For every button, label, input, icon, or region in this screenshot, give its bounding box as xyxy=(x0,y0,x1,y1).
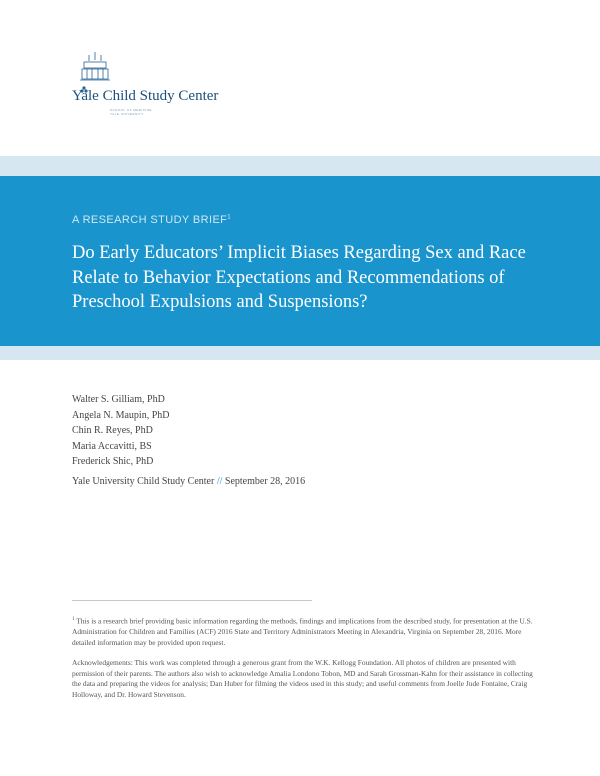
footnote-mark: 1 xyxy=(72,617,75,622)
author-item: Angela N. Maupin, PhD xyxy=(72,409,170,421)
author-list xyxy=(72,392,170,470)
author-item: Chin R. Reyes, PhD xyxy=(72,425,153,436)
kicker-footnote-mark: 1 xyxy=(227,214,232,221)
footnote-divider xyxy=(72,600,312,601)
brief-kicker xyxy=(72,214,231,226)
logo-subtitle-line-2: YALE UNIVERSITY xyxy=(110,112,144,116)
affiliation-line xyxy=(72,476,305,487)
author-item: Maria Accavitti, BS xyxy=(72,440,152,452)
footnote xyxy=(72,615,537,648)
logo-wordmark: Yale Child Study Center xyxy=(72,88,219,104)
affiliation-date: September 28, 2016 xyxy=(224,476,306,487)
acknowledgements: Acknowledgements: This work was completed through a generous grant from the W.K. Kellogg Foundation. All photos of children are presented with permission of their parents. The authors also wish to acknowledge Amalia Londono Tobon, MD and Sarah Grossman-Kahn for their assistance in collecting the data and preparing the videos for analysis; Dan Huber for filming the videos used in this study; and useful comments from Joelle Jude Fontaine, Craig Holloway, and Dr. Howard Stevenson. xyxy=(72,658,533,699)
logo-subtitle-line-1: SCHOOL OF MEDICINE xyxy=(110,108,153,112)
affiliation-org: Yale University Child Study Center xyxy=(72,476,215,487)
logo-subtitle xyxy=(110,108,152,116)
author-item: Frederick Shic, PhD xyxy=(72,456,154,467)
kicker-text: A RESEARCH STUDY BRIEF xyxy=(72,214,228,226)
author-item: Walter S. Gilliam, PhD xyxy=(72,394,165,405)
brief-title: Do Early Educators’ Implicit Biases Regarding Sex and Race Relate to Behavior Expectations and Recommendations of Preschool Expulsions and Suspensions? xyxy=(72,243,526,312)
affiliation-separator: // xyxy=(216,476,223,487)
yale-logo xyxy=(72,50,272,125)
footnote-text: This is a research brief providing basic information regarding the methods, findings and implications from the described study, for presentation at the U.S. Administration for Children and Families (ACF) 2016 State and Territory Administrators Meeting in Alexandria, Virginia on September 28, 2016. More detailed information may be provided upon request. xyxy=(72,616,533,647)
